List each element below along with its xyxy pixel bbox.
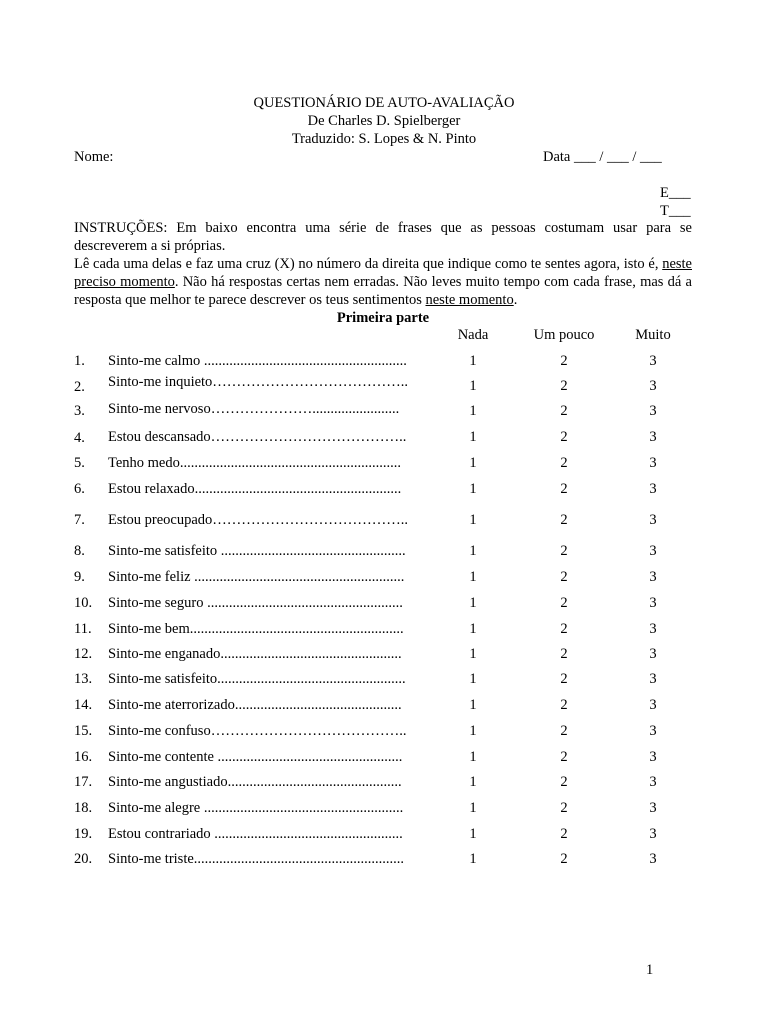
section-title: Primeira parte (336, 310, 430, 326)
option-nada[interactable]: 1 (469, 671, 477, 687)
option-nada[interactable]: 1 (469, 543, 477, 559)
date-field: Data ___ / ___ / ___ (543, 149, 662, 165)
option-muito[interactable]: 3 (649, 455, 657, 471)
option-nada[interactable]: 1 (469, 455, 477, 471)
instructions-underline-2: neste momento (425, 292, 514, 308)
option-um-pouco[interactable]: 2 (560, 774, 568, 790)
option-um-pouco[interactable]: 2 (560, 403, 568, 419)
option-um-pouco[interactable]: 2 (560, 595, 568, 611)
item-label: Sinto-me enganado.................................................. (108, 646, 402, 662)
option-muito[interactable]: 3 (649, 800, 657, 816)
item-label: Sinto-me feliz .......................................................... (108, 569, 405, 585)
column-header-um-pouco: Um pouco (533, 327, 595, 343)
item-number: 11. (74, 621, 92, 637)
option-um-pouco[interactable]: 2 (560, 749, 568, 765)
option-nada[interactable]: 1 (469, 826, 477, 842)
item-number: 3. (74, 403, 85, 419)
option-muito[interactable]: 3 (649, 353, 657, 369)
option-um-pouco[interactable]: 2 (560, 671, 568, 687)
item-number: 10. (74, 595, 93, 611)
item-label: Sinto-me nervoso…………………........................ (108, 401, 400, 417)
item-label: Sinto-me inquieto………………………………….. (108, 374, 409, 390)
item-number: 15. (74, 723, 93, 739)
item-label: Sinto-me alegre ....................................................... (108, 800, 404, 816)
option-nada[interactable]: 1 (469, 569, 477, 585)
item-number: 18. (74, 800, 93, 816)
item-number: 13. (74, 671, 93, 687)
column-header-muito: Muito (635, 327, 671, 343)
option-nada[interactable]: 1 (469, 378, 477, 394)
item-label: Estou descansado………………………………….. (108, 429, 407, 445)
option-um-pouco[interactable]: 2 (560, 621, 568, 637)
author-line: De Charles D. Spielberger (307, 113, 461, 129)
option-muito[interactable]: 3 (649, 543, 657, 559)
instructions-paragraph-1: INSTRUÇÕES: Em baixo encontra uma série de frases que as pessoas costumam usar para se descreverem a si próprias. (74, 220, 692, 254)
item-label: Sinto-me seguro ...................................................... (108, 595, 403, 611)
option-muito[interactable]: 3 (649, 481, 657, 497)
item-number: 4. (74, 430, 85, 446)
item-label: Sinto-me triste.......................................................... (108, 851, 405, 867)
option-um-pouco[interactable]: 2 (560, 646, 568, 662)
option-nada[interactable]: 1 (469, 429, 477, 445)
option-nada[interactable]: 1 (469, 749, 477, 765)
item-number: 16. (74, 749, 93, 765)
code-t: T___ (660, 203, 691, 219)
option-nada[interactable]: 1 (469, 621, 477, 637)
option-um-pouco[interactable]: 2 (560, 481, 568, 497)
option-nada[interactable]: 1 (469, 512, 477, 528)
item-label: Sinto-me confuso………………………………….. (108, 723, 407, 739)
item-label: Sinto-me aterrorizado.............................................. (108, 697, 402, 713)
item-number: 5. (74, 455, 85, 471)
option-um-pouco[interactable]: 2 (560, 569, 568, 585)
option-nada[interactable]: 1 (469, 800, 477, 816)
option-muito[interactable]: 3 (649, 621, 657, 637)
option-muito[interactable]: 3 (649, 569, 657, 585)
name-label: Nome: (74, 149, 114, 165)
item-label: Sinto-me contente ................................................... (108, 749, 403, 765)
option-um-pouco[interactable]: 2 (560, 826, 568, 842)
option-um-pouco[interactable]: 2 (560, 455, 568, 471)
option-muito[interactable]: 3 (649, 378, 657, 394)
item-label: Sinto-me angustiado................................................ (108, 774, 402, 790)
option-um-pouco[interactable]: 2 (560, 429, 568, 445)
item-label: Estou relaxado......................................................... (108, 481, 402, 497)
item-label: Estou contrariado .................................................... (108, 826, 403, 842)
item-number: 12. (74, 646, 93, 662)
item-number: 19. (74, 826, 93, 842)
option-nada[interactable]: 1 (469, 595, 477, 611)
item-number: 20. (74, 851, 93, 867)
option-muito[interactable]: 3 (649, 403, 657, 419)
item-label: Sinto-me calmo ........................................................ (108, 353, 407, 369)
option-nada[interactable]: 1 (469, 403, 477, 419)
item-number: 1. (74, 353, 85, 369)
instructions-text-a: Lê cada uma delas e faz uma cruz (X) no número da direita que indique como te sentes agora, isto é, (74, 256, 663, 272)
option-um-pouco[interactable]: 2 (560, 378, 568, 394)
option-muito[interactable]: 3 (649, 671, 657, 687)
option-nada[interactable]: 1 (469, 646, 477, 662)
option-um-pouco[interactable]: 2 (560, 851, 568, 867)
code-e: E___ (660, 185, 691, 201)
instructions-text-b: . Não há respostas certas nem erradas. Não leves muito tempo com cada frase, mas dá a resposta que melhor te parece descrever os teus sentimentos (74, 274, 692, 308)
translation-line: Traduzido: S. Lopes & N. Pinto (291, 131, 477, 147)
item-label: Estou preocupado………………………………….. (108, 512, 409, 528)
option-um-pouco[interactable]: 2 (560, 512, 568, 528)
option-muito[interactable]: 3 (649, 723, 657, 739)
option-nada[interactable]: 1 (469, 723, 477, 739)
option-um-pouco[interactable]: 2 (560, 723, 568, 739)
option-um-pouco[interactable]: 2 (560, 800, 568, 816)
item-number: 2. (74, 379, 85, 395)
instructions-underline-1: neste preciso momento (74, 256, 692, 290)
instructions-paragraph-2 (74, 255, 692, 309)
item-number: 6. (74, 481, 85, 497)
option-nada[interactable]: 1 (469, 851, 477, 867)
option-muito[interactable]: 3 (649, 429, 657, 445)
option-nada[interactable]: 1 (469, 481, 477, 497)
item-number: 14. (74, 697, 93, 713)
page-number: 1 (646, 962, 654, 978)
option-muito[interactable]: 3 (649, 826, 657, 842)
option-um-pouco[interactable]: 2 (560, 697, 568, 713)
option-muito[interactable]: 3 (649, 512, 657, 528)
column-header-nada: Nada (457, 327, 489, 343)
document-title: QUESTIONÁRIO DE AUTO-AVALIAÇÃO (253, 95, 515, 111)
item-number: 17. (74, 774, 93, 790)
option-um-pouco[interactable]: 2 (560, 353, 568, 369)
item-label: Tenho medo............................................................. (108, 455, 401, 471)
option-muito[interactable]: 3 (649, 749, 657, 765)
option-muito[interactable]: 3 (649, 697, 657, 713)
item-label: Sinto-me satisfeito.................................................... (108, 671, 406, 687)
item-number: 9. (74, 569, 85, 585)
item-label: Sinto-me bem........................................................... (108, 621, 404, 637)
option-muito[interactable]: 3 (649, 595, 657, 611)
option-muito[interactable]: 3 (649, 646, 657, 662)
option-muito[interactable]: 3 (649, 851, 657, 867)
option-nada[interactable]: 1 (469, 353, 477, 369)
item-number: 7. (74, 512, 85, 528)
item-number: 8. (74, 543, 85, 559)
option-nada[interactable]: 1 (469, 774, 477, 790)
instructions-text-c: . (513, 292, 518, 308)
option-um-pouco[interactable]: 2 (560, 543, 568, 559)
option-muito[interactable]: 3 (649, 774, 657, 790)
option-nada[interactable]: 1 (469, 697, 477, 713)
item-label: Sinto-me satisfeito ................................................... (108, 543, 406, 559)
